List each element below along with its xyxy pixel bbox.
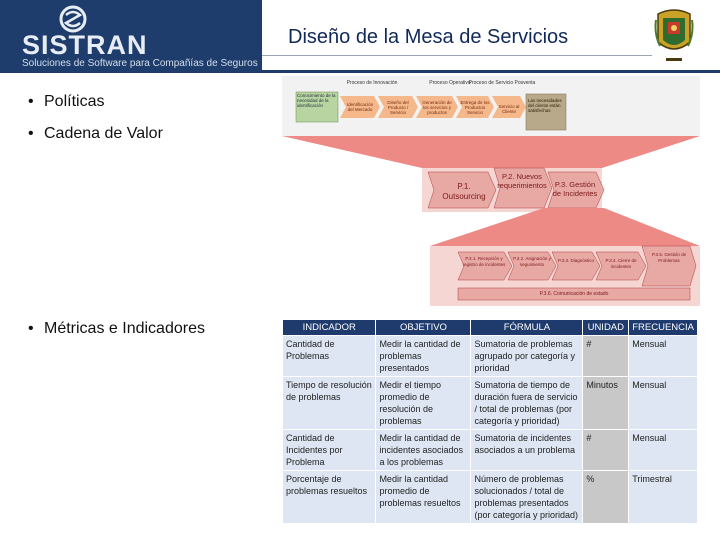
- table-header-row: [283, 320, 698, 336]
- cell-indicador: Cantidad de Problemas: [283, 336, 376, 377]
- bullet-item: • Métricas e Indicadores: [28, 320, 205, 337]
- sistran-logo-icon: [58, 5, 88, 33]
- mid-box-label-outsourcing: P.1. Outsourcing: [442, 182, 486, 201]
- low-box-4: [596, 252, 646, 280]
- slide-title: Diseño de la Mesa de Servicios: [288, 26, 569, 48]
- cell-formula: Número de problemas solucionados / total de problemas presentados (por categoría y prioridad): [471, 471, 583, 524]
- cell-indicador: Tiempo de resolución de problemas: [283, 377, 376, 430]
- top-box-3: [378, 96, 418, 118]
- header-posventa: Proceso de Servicio Posventa: [468, 80, 536, 86]
- mid-box-requerimientos: [494, 168, 552, 208]
- top-box-label: Entrega de los Productos Servicio: [460, 100, 490, 115]
- table-row: [283, 430, 698, 471]
- low-footer-box: [458, 288, 690, 300]
- col-header-indicador: INDICADOR: [283, 320, 376, 336]
- cell-formula: Sumatoria de incidentes asociados a un problema: [471, 430, 583, 471]
- col-header-objetivo: OBJETIVO: [376, 320, 471, 336]
- top-box-label: Servicio al Cliente: [498, 104, 520, 114]
- brand-tagline: Soluciones de Software para Compañías de Seguros: [22, 58, 258, 69]
- brand-band: [0, 0, 262, 72]
- value-chain-diagram: [282, 76, 700, 306]
- header-operativo: Proceso Operativo: [429, 80, 471, 86]
- top-box-1: [296, 92, 338, 122]
- mid-box-incidentes: [548, 172, 604, 208]
- crest-logo-icon: [654, 4, 694, 68]
- low-box-label: P.3.1. Recepción y registro de incidentes: [462, 256, 506, 267]
- top-box-label: Las necesidades del cliente están satisfechas: [528, 98, 562, 113]
- top-box-label: Generación de los servicios y productos: [422, 100, 452, 115]
- low-box-1: [458, 252, 512, 280]
- funnel-upper: [282, 136, 700, 168]
- low-footer-label: P.3.6. Comunicación de estado: [539, 291, 609, 297]
- mid-box-label-incidentes: P.3. Gestión de Incidentes: [552, 180, 598, 198]
- cell-objetivo: Medir la cantidad de incidentes asociados a los problemas: [376, 430, 471, 471]
- cell-indicador: Porcentaje de problemas resueltos: [283, 471, 376, 524]
- cell-unidad: #: [583, 430, 629, 471]
- cell-unidad: %: [583, 471, 629, 524]
- cell-frecuencia: Mensual: [629, 430, 698, 471]
- col-header-formula: FÓRMULA: [471, 320, 583, 336]
- brand-name: SISTRAN: [22, 30, 148, 60]
- mid-box-label-requerimientos: P.2. Nuevos requerimientos: [497, 172, 547, 190]
- bullet-item: • Políticas: [28, 93, 105, 110]
- cell-formula: Sumatoria de problemas agrupado por categoría y prioridad: [471, 336, 583, 377]
- cell-objetivo: Medir el tiempo promedio de resolución de problemas: [376, 377, 471, 430]
- top-box-label: Identificación del Mercado: [346, 102, 374, 112]
- top-box-label: Diseño del Producto / Servicio: [387, 100, 409, 115]
- cell-frecuencia: Mensual: [629, 336, 698, 377]
- cell-frecuencia: Mensual: [629, 377, 698, 430]
- cell-formula: Sumatoria de tiempo de duración fuera de servicio / total de problemas (por categoría y prioridad): [471, 377, 583, 430]
- cell-unidad: Minutos: [583, 377, 629, 430]
- header-innovacion: Proceso de Innovación: [346, 80, 398, 86]
- col-header-unidad: UNIDAD: [583, 320, 629, 336]
- slide-header: [0, 0, 720, 72]
- table-row: [283, 471, 698, 524]
- low-box-label: P.3.2. Asignación y seguimiento: [513, 256, 551, 267]
- table-row: [283, 377, 698, 430]
- bullet-text-politicas: Políticas: [44, 93, 105, 110]
- top-box-4: [416, 96, 458, 118]
- table-row: [283, 336, 698, 377]
- cell-objetivo: Medir la cantidad promedio de problemas resueltos: [376, 471, 471, 524]
- low-box-2: [508, 252, 556, 280]
- title-underline: [262, 55, 652, 56]
- cell-indicador: Cantidad de Incidentes por Problema: [283, 430, 376, 471]
- bullet-text-cadena-de-valor: Cadena de Valor: [44, 125, 163, 142]
- funnel-lower: [430, 208, 700, 246]
- header-rule: [0, 70, 720, 73]
- bullet-item: • Cadena de Valor: [28, 125, 163, 142]
- top-box-7: [526, 94, 566, 130]
- low-box-3: [552, 252, 600, 280]
- low-box-label: P.3.3. Diagnóstico: [558, 258, 594, 263]
- col-header-frecuencia: FRECUENCIA: [629, 320, 698, 336]
- cell-frecuencia: Trimestral: [629, 471, 698, 524]
- low-box-label: P.3.5. Gestión de Problemas: [651, 252, 687, 263]
- mid-box-outsourcing: [428, 172, 496, 208]
- cell-unidad: #: [583, 336, 629, 377]
- low-box-5: [642, 246, 696, 286]
- bullet-text-metricas: Métricas e Indicadores: [44, 320, 205, 337]
- metrics-table: [282, 319, 698, 524]
- low-box-label: P.3.4. Cierre de incidentes: [605, 258, 637, 269]
- top-box-2: [340, 96, 380, 118]
- top-box-label: Conocimiento de la necesidad de la identificación: [297, 93, 336, 108]
- cell-objetivo: Medir la cantidad de problemas presentados: [376, 336, 471, 377]
